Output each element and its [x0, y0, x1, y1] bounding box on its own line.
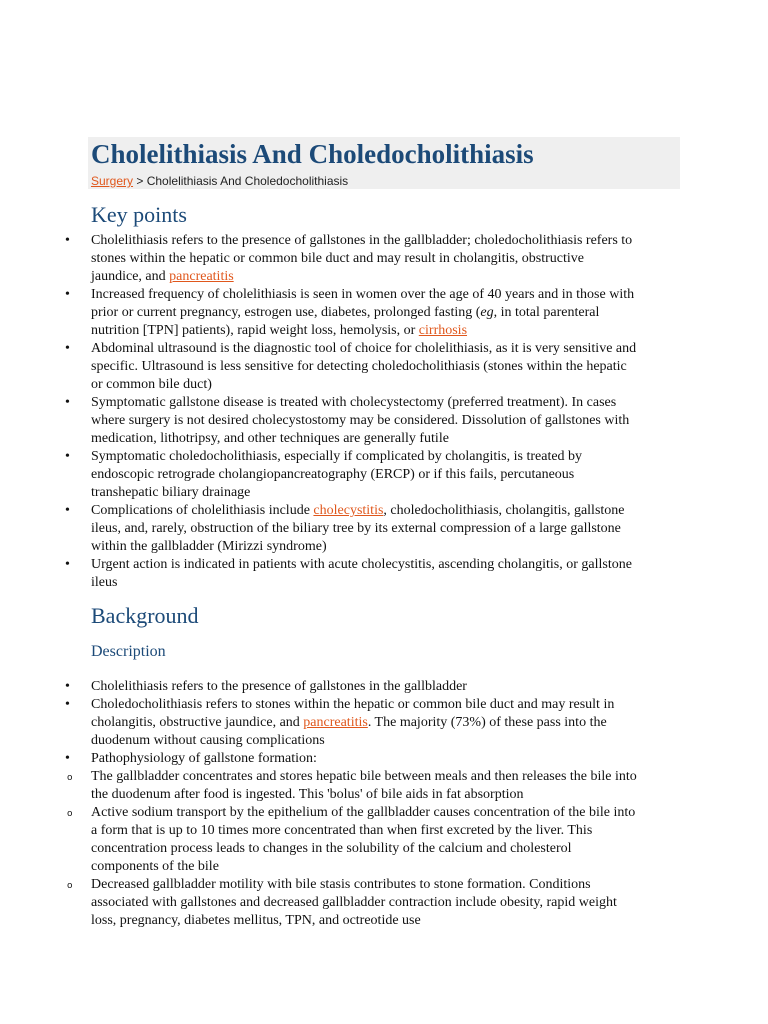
list-item-text: Cholelithiasis refers to the presence of gallstones in the gallbladder; choledocholithiasis refers to	[91, 233, 633, 248]
list-item-text: the duodenum after food is ingested. This 'bolus' of bile aids in fat absorption	[91, 787, 524, 802]
list-item-text: , in total parenteral	[493, 305, 600, 320]
link-cholecystitis[interactable]: cholecystitis	[313, 503, 384, 518]
list-item-text: cholangitis, obstructive jaundice, and	[91, 715, 304, 730]
description-list	[62, 678, 688, 930]
list-item	[62, 286, 688, 340]
breadcrumb-separator: >	[133, 174, 147, 188]
list-item-text: Urgent action is indicated in patients with acute cholecystitis, ascending cholangitis, or gallstone	[91, 557, 632, 572]
breadcrumb-link-surgery[interactable]: Surgery	[91, 174, 134, 188]
link-pancreatitis[interactable]: pancreatitis	[303, 715, 368, 730]
bullet-icon: •	[65, 341, 70, 356]
list-item-text: Abdominal ultrasound is the diagnostic tool of choice for cholelithiasis, as it is very sensitive and	[91, 341, 637, 356]
description-heading: Description	[91, 643, 166, 660]
key-points-list	[62, 232, 688, 592]
list-item-text: where surgery is not desired cholecystostomy may be considered. Dissolution of gallstones with	[91, 413, 630, 428]
sub-list-item	[62, 768, 688, 804]
list-item-text: nutrition [TPN] patients), rapid weight loss, hemolysis, or	[91, 323, 419, 338]
list-item-text: Decreased gallbladder motility with bile stasis contributes to stone formation. Conditions	[91, 877, 591, 892]
list-item-text: Active sodium transport by the epithelium of the gallbladder causes concentration of the bile into	[91, 805, 636, 820]
bullet-icon: •	[65, 449, 70, 464]
link-cirrhosis[interactable]: cirrhosis	[418, 323, 468, 338]
list-item-text: Symptomatic choledocholithiasis, especially if complicated by cholangitis, is treated by	[91, 449, 583, 464]
link-pancreatitis[interactable]: pancreatitis	[169, 269, 234, 284]
list-item	[62, 696, 688, 750]
list-item	[62, 678, 688, 696]
list-item-text: duodenum without causing complications	[91, 733, 325, 748]
bullet-icon: •	[65, 233, 70, 248]
bullet-icon: •	[65, 287, 70, 302]
list-item-text: prior or current pregnancy, estrogen use, diabetes, prolonged fasting (	[91, 305, 481, 320]
list-item	[62, 448, 688, 502]
list-item-text: endoscopic retrograde cholangiopancreatography (ERCP) or if this fails, percutaneous	[91, 467, 575, 482]
list-item-text: Choledocholithiasis refers to stones within the hepatic or common bile duct and may result in	[91, 697, 615, 712]
sub-list-item	[62, 876, 688, 930]
list-item-text: specific. Ultrasound is less sensitive for detecting choledocholithiasis (stones within the hepatic	[91, 359, 627, 374]
list-item-text: Increased frequency of cholelithiasis is seen in women over the age of 40 years and in those with	[91, 287, 635, 302]
list-item-text: ileus	[91, 575, 118, 590]
list-item-text: a form that is up to 10 times more concentrated than when first excreted by the liver. This	[91, 823, 593, 838]
key-points-heading: Key points	[91, 202, 187, 227]
list-item	[62, 750, 688, 768]
list-item-text: ileus, and, rarely, obstruction of the biliary tree by its external compression of a large gallstone	[91, 521, 621, 536]
list-item	[62, 232, 688, 286]
page-title: Cholelithiasis And Choledocholithiasis	[91, 139, 534, 169]
circle-bullet-icon: o	[67, 881, 73, 891]
bullet-icon: •	[65, 751, 70, 766]
list-item-text: , choledocholithiasis, cholangitis, gallstone	[383, 503, 625, 518]
circle-bullet-icon: o	[67, 773, 73, 783]
circle-bullet-icon: o	[67, 809, 73, 819]
sub-list-item	[62, 804, 688, 876]
breadcrumb-current: Cholelithiasis And Choledocholithiasis	[146, 174, 349, 188]
list-item-text: Complications of cholelithiasis include	[91, 503, 314, 518]
list-item-text: components of the bile	[91, 859, 219, 874]
italic-text: eg	[480, 305, 494, 320]
list-item-text: concentration process leads to changes in the solubility of the calcium and cholesterol	[91, 841, 572, 856]
list-item-text: transhepatic biliary drainage	[91, 485, 251, 500]
list-item-text: associated with gallstones and decreased gallbladder contraction include obesity, rapid weight	[91, 895, 617, 910]
bullet-icon: •	[65, 395, 70, 410]
list-item-text: The gallbladder concentrates and stores hepatic bile between meals and then releases the bile into	[91, 769, 637, 784]
list-item-text: or common bile duct)	[91, 377, 212, 392]
list-item-text: stones within the hepatic or common bile duct and may result in cholangitis, obstructive	[91, 251, 585, 266]
list-item-text: Cholelithiasis refers to the presence of gallstones in the gallbladder	[91, 679, 467, 694]
list-item	[62, 556, 688, 592]
list-item-text: Pathophysiology of gallstone formation:	[91, 751, 317, 766]
background-heading: Background	[91, 603, 199, 628]
bullet-icon: •	[65, 679, 70, 694]
list-item	[62, 394, 688, 448]
bullet-icon: •	[65, 557, 70, 572]
list-item-text: . The majority (73%) of these pass into the	[367, 715, 607, 730]
list-item	[62, 502, 688, 556]
list-item-text: medication, lithotripsy, and other techniques are generally futile	[91, 431, 449, 446]
list-item-text: jaundice, and	[91, 269, 170, 284]
bullet-icon: •	[65, 503, 70, 518]
list-item-text: within the gallbladder (Mirizzi syndrome)	[91, 539, 327, 554]
list-item-text: loss, pregnancy, diabetes mellitus, TPN, and octreotide use	[91, 913, 421, 928]
title-banner	[88, 137, 680, 189]
breadcrumb	[91, 173, 348, 189]
bullet-icon: •	[65, 697, 70, 712]
list-item	[62, 340, 688, 394]
list-item-text: Symptomatic gallstone disease is treated with cholecystectomy (preferred treatment). In cases	[91, 395, 617, 410]
